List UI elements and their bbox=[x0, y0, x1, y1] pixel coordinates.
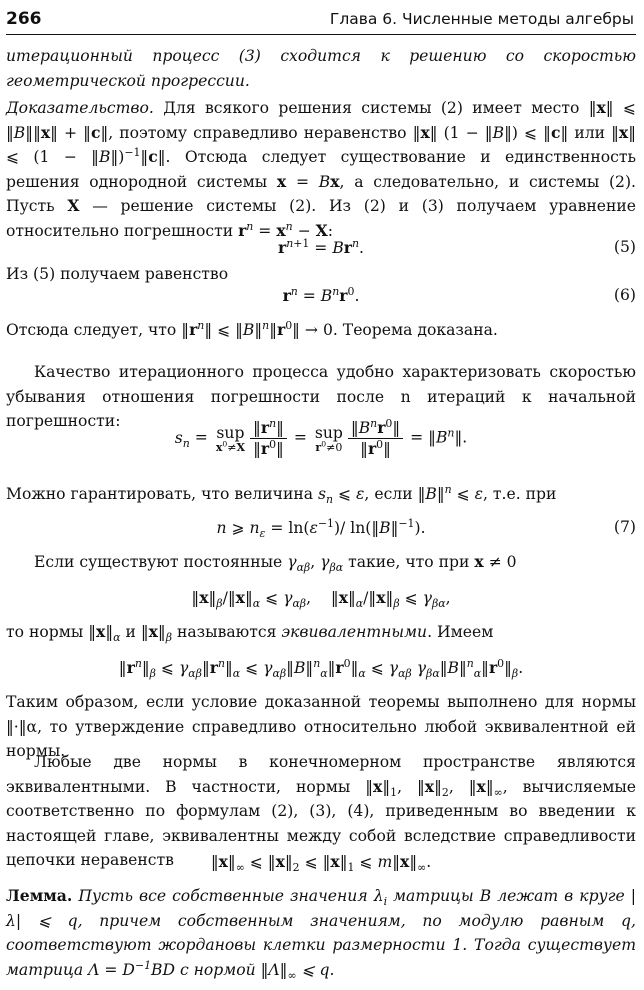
lemma-heading: Лемма. bbox=[6, 886, 73, 905]
page-number: 266 bbox=[6, 9, 42, 29]
running-title: Глава 6. Численные методы алгебры bbox=[329, 10, 634, 28]
equation-number: (5) bbox=[613, 238, 636, 256]
book-page bbox=[6, 0, 638, 990]
equation-equiv: $‖x‖_\beta/‖x‖_\alpha$ ⩽ $\gamma_{\alpha\beta}$, $‖x‖_\alpha/‖x‖_\beta$ ⩽ $\gamma_{\beta\alpha}$, bbox=[191, 588, 451, 611]
text-line: Из (5) получаем равенство bbox=[6, 265, 229, 283]
proof-paragraph: Доказательство. Для всякого решения системы (2) имеет место ‖x‖ ⩽ ‖B‖‖x‖ + ‖c‖, поэтому справедливо неравенство ‖x‖ (1 − ‖B‖) ⩽ ‖c‖ или ‖x‖ ⩽ (1 − ‖B‖)$^{-1}$‖c‖. Отсюда следует существование и единственность решения однородной системы x = Bx, а следовательно, и системы (2). Пусть X — решение системы (2). Из (2) и (3) получаем уравнение относительно погрешности $r^n = x^n - X$: bbox=[6, 98, 637, 240]
equation-chain: $‖r^n‖_\beta$ ⩽ $\gamma_{\alpha\beta}‖r^n‖_\alpha$ ⩽ $\gamma_{\alpha\beta}‖B‖^n_\alpha‖r^0‖_\alpha$ ⩽ $\gamma_{\alpha\beta}$ $\gamma_{\beta\alpha}‖B‖^n_\alpha‖r^0‖_\beta$. bbox=[118, 656, 524, 681]
paragraph: Качество итерационного процесса удобно характеризовать скоростью убывания отношения погрешности после n итераций к начальной погрешности: bbox=[6, 363, 636, 431]
lemma: Лемма. Пусть все собственные значения $\lambda_i$ матрицы B лежат в круге |λ| ⩽ q, причем собственным значениям, по модулю равным q, соответствуют жордановы клетки размерности 1. Тогда существует матрица $\Lambda = D^{-1}BD$ с нормой $‖\Lambda‖_\infty$ ⩽ q. bbox=[6, 886, 636, 982]
equation-6: $r^n = B^nr^0$. bbox=[282, 284, 360, 305]
proof-label: Доказательство. bbox=[6, 99, 154, 117]
paragraph: Таким образом, если условие доказанной теоремы выполнено для нормы ‖·‖α, то утверждение справедливо относительно любой эквивалентной ей нормы. bbox=[6, 693, 636, 761]
equation-sn: $s_n$ = sup $x^0\ne X$ $\frac{‖r^n‖}{‖r^0‖}$ = sup $r^0\ne 0$ $\frac{‖B^nr^0‖}{‖r^0‖}$ = $‖B^n‖$. bbox=[174, 416, 468, 458]
text-line: то нормы $‖x‖_\alpha$ и $‖x‖_\beta$ называются эквивалентными. Имеем bbox=[6, 622, 494, 645]
equation-number: (6) bbox=[613, 286, 636, 304]
equation-7: n ⩾ $n_\varepsilon = \ln(\varepsilon^{-1})/$ ln(‖B‖$^{-1}$). bbox=[216, 516, 426, 541]
text-line: Если существуют постоянные $\gamma_{\alpha\beta}$, $\gamma_{\beta\alpha}$ такие, что при x ≠ 0 bbox=[34, 552, 517, 575]
equation-norm-chain: $‖x‖_\infty$ ⩽ $‖x‖_2$ ⩽ $‖x‖_1$ ⩽ $m‖x‖_\infty$. bbox=[210, 852, 432, 875]
equation-5: $r^{n+1} = Br^n$. bbox=[278, 236, 364, 257]
theorem-conclusion: итерационный процесс (3) сходится к решению со скоростью геометрической прогрессии. bbox=[6, 47, 636, 90]
paragraph: Любые две нормы в конечномерном пространстве являются эквивалентными. В частности, нормы $‖x‖_1$, $‖x‖_2$, $‖x‖_\infty$, вычисляемые соответственно по формулам (2), (3), (4), приведенным во введении к настоящей главе, эквивалентны между собой вследствие справедливости цепочки неравенств bbox=[6, 753, 637, 870]
page-header bbox=[6, 8, 636, 35]
equation-number: (7) bbox=[613, 518, 636, 536]
text-line: Можно гарантировать, что величина $s_n$ ⩽ ε, если ‖B‖$^n$ ⩽ ε, т.е. при bbox=[6, 482, 557, 507]
text-line: Отсюда следует, что $‖r^n‖$ ⩽ $‖B‖^n‖r^0‖ \to 0$. Теорема доказана. bbox=[6, 318, 498, 339]
